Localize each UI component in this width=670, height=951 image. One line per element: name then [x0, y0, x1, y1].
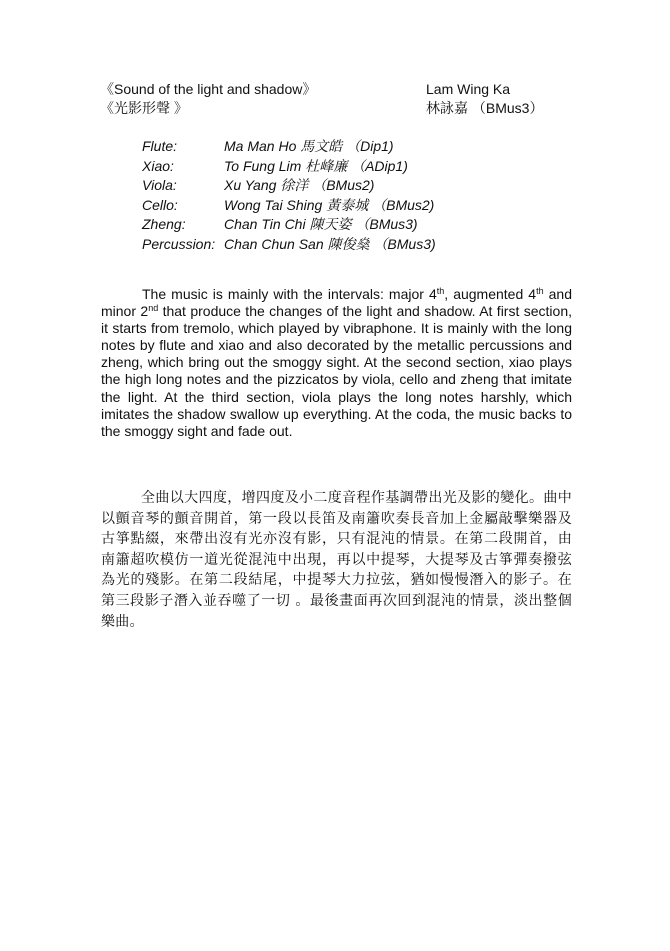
performer-list: [142, 137, 436, 254]
instrument-label: Percussion:: [142, 235, 216, 252]
piece-title-english: 《Sound of the light and shadow》: [100, 81, 317, 97]
performer-row-viola: [142, 176, 436, 196]
performer-row-flute: [142, 137, 436, 157]
instrument-label: Viola:: [142, 177, 177, 193]
program-note-english: [101, 286, 572, 440]
performer-name: Xu Yang 徐洋 （BMus2): [224, 177, 375, 193]
piece-title-chinese: 《光影形聲 》: [100, 100, 188, 116]
performer-name: Wong Tai Shing 黃泰城 （BMus2): [224, 196, 435, 213]
performer-name: Chan Chun San 陳俊燊 （BMus3): [224, 235, 436, 252]
program-note-text-part: , augmented 4: [444, 286, 537, 302]
program-note-chinese: 全曲以大四度，增四度及小二度音程作基調帶出光及影的變化。曲中以顫音琴的顫音開首，第一段以長笛及南簫吹奏長音加上金屬敲擊樂器及古箏點綴，來帶出沒有光亦沒有影，只有混沌的情景。在第二段開首，由南簫超吹模仿一道光從混沌中出現，再以中提琴，大提琴及古箏彈奏撥弦為光的殘影。在第二段結尾，中提琴大力拉弦，猶如慢慢潛入的影子。在第三段影子潛入並吞噬了一切 。最後畫面再次回到混沌的情景，淡出整個樂曲。: [101, 490, 572, 630]
performer-row-percussion: [142, 235, 436, 255]
performer-name: Ma Man Ho 馬文皓 （Dip1): [224, 138, 394, 154]
performer-name: Chan Tin Chi 陳天姿 （BMus3): [224, 216, 418, 232]
instrument-label: Cello:: [142, 196, 178, 213]
program-note-text-part: The music is mainly with the intervals: major 4: [142, 286, 437, 302]
performer-row-xiao: [142, 157, 436, 177]
composer-name-english: Lam Wing Ka: [426, 81, 511, 97]
performer-name: To Fung Lim 杜峰廉 （ADip1): [224, 157, 408, 174]
composer-name-chinese: 林詠嘉 （BMus3）: [426, 100, 544, 116]
instrument-label: Zheng:: [142, 216, 186, 232]
instrument-label: Flute:: [142, 138, 178, 154]
superscript-ordinal: nd: [148, 303, 159, 314]
program-note-text-part: that produce the changes of the light and shadow. At first section, it starts from tremolo, which played by vibraphone. It is mainly with the long notes by flute and xiao and also decorated by the metallic percussions and zheng, which bring out the smoggy sight. At the second section, xiao plays the high long notes and the pizzicatos by viola, cello and zheng that imitate the light. At the third section, viola plays the long notes harshly, which imitates the shadow swallow up everything. At the coda, the music backs to the smoggy sight and fade out.: [101, 303, 572, 439]
superscript-ordinal: th: [436, 286, 445, 296]
performer-row-cello: [142, 196, 436, 216]
instrument-label: Xiao:: [142, 157, 174, 174]
performer-row-zheng: [142, 215, 436, 235]
program-note-text-part: and minor 2: [101, 286, 572, 320]
superscript-ordinal: th: [536, 286, 544, 296]
